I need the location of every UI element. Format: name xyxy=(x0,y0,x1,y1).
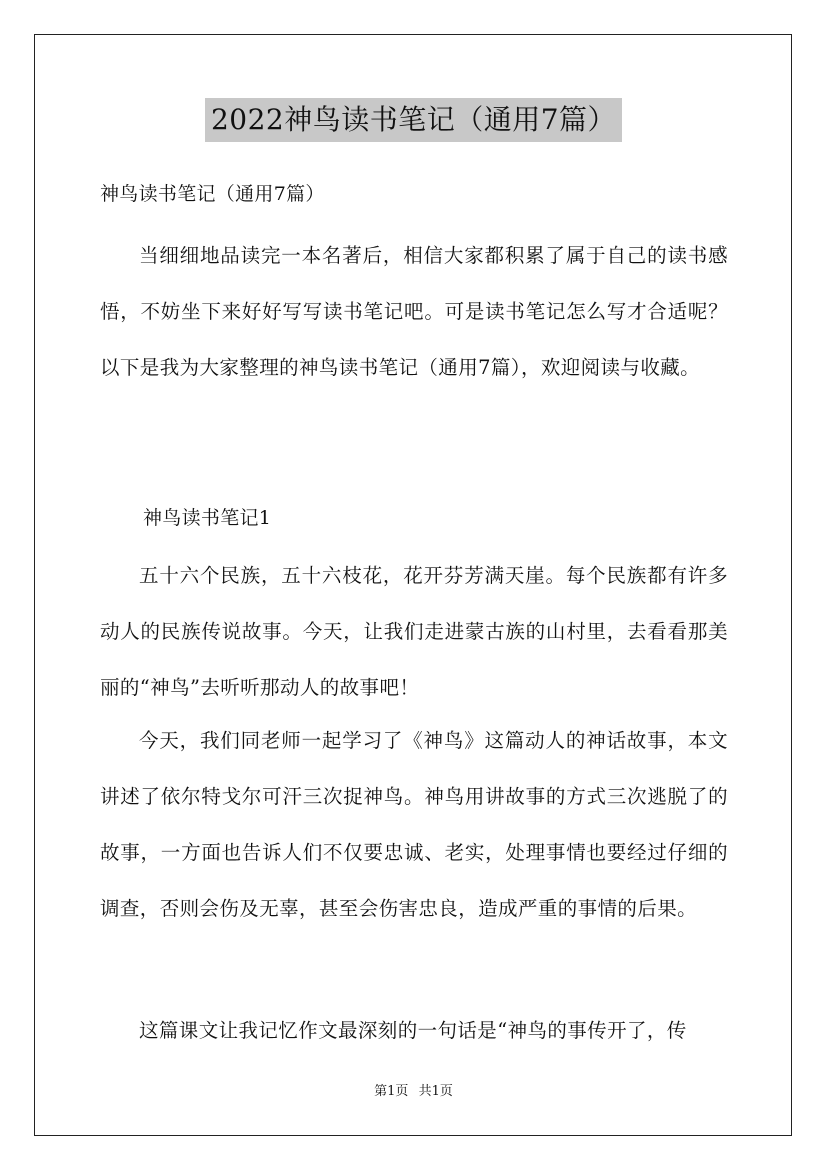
document-title: 2022神鸟读书笔记（通用7篇） xyxy=(205,98,622,142)
paragraph-1: 五十六个民族，五十六枝花，花开芬芳满天崖。每个民族都有许多动人的民族传说故事。今天，让我们走进蒙古族的山村里，去看看那美丽的“神鸟”去听听那动人的故事吧！ xyxy=(100,564,728,699)
intro-paragraph: 当细细地品读完一本名著后，相信大家都积累了属于自己的读书感悟，不妨坐下来好好写写读书笔记吧。可是读书笔记怎么写才合适呢？以下是我为大家整理的神鸟读书笔记（通用7篇），欢迎阅读与收藏。 xyxy=(100,244,728,379)
paragraph-2: 今天，我们同老师一起学习了《神鸟》这篇动人的神话故事，本文讲述了依尔特戈尔可汗三次捉神鸟。神鸟用讲故事的方式三次逃脱了的故事，一方面也告诉人们不仅要忠诚、老实，处理事情也要经过仔细的调查，否则会伤及无辜，甚至会伤害忠良，造成严重的事情的后果。 xyxy=(100,729,728,920)
page-total: 共1页 xyxy=(418,1084,453,1099)
page-footer xyxy=(0,1082,827,1102)
document-subtitle: 神鸟读书笔记（通用7篇） xyxy=(100,183,325,205)
section-heading: 神鸟读书笔记1 xyxy=(143,507,272,529)
page-number: 第1页 xyxy=(374,1084,409,1099)
paragraph-3: 这篇课文让我记忆作文最深刻的一句话是“神鸟的事传开了，传 xyxy=(139,1019,687,1042)
title-container xyxy=(0,98,827,142)
